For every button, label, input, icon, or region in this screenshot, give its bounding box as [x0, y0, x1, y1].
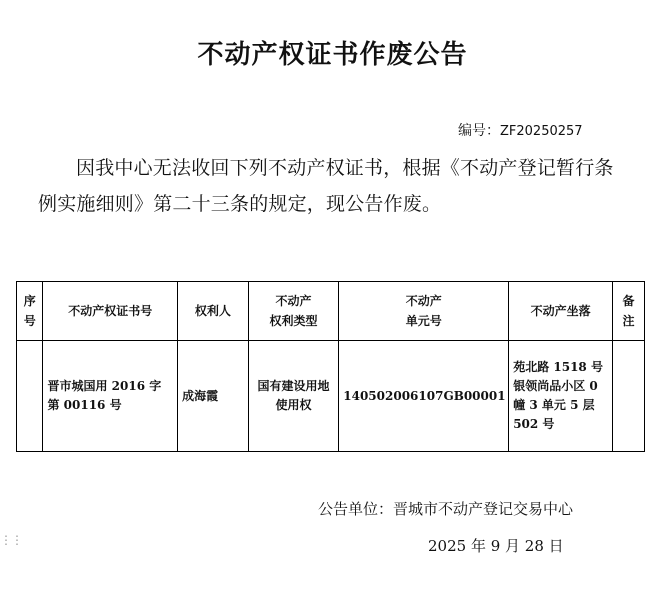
header-holder: 权利人	[178, 282, 249, 341]
header-right-type-line2: 权利类型	[269, 314, 318, 328]
cell-cert-no: 晋市城国用 2016 字第 00116 号	[43, 341, 178, 452]
header-seq: 序号	[17, 282, 43, 341]
header-remark: 备注	[612, 282, 644, 341]
document-number-value: ZF20250257	[500, 124, 583, 139]
issuer-line: 公告单位：晋城市不动产登记交易中心	[318, 500, 574, 518]
cell-unit-no: 140502006107GB00001	[339, 341, 509, 452]
header-right-type	[248, 282, 339, 341]
cell-location: 苑北路 1518 号银领尚品小区 0 幢 3 单元 5 层 502 号	[509, 341, 613, 452]
certificate-table	[16, 281, 645, 452]
document-number-label: 编号：	[458, 123, 500, 139]
cell-right-type: 国有建设用地使用权	[248, 341, 339, 452]
header-location: 不动产坐落	[509, 282, 613, 341]
table-row	[17, 341, 645, 452]
header-unit-no-line1: 不动产	[405, 294, 442, 308]
issue-date: 2025 年 9 月 28 日	[428, 537, 564, 555]
announcement-title: 不动产权证书作废公告	[197, 40, 468, 70]
drag-handle-icon[interactable]: ⋮⋮	[0, 533, 22, 547]
announcement-body: 因我中心无法收回下列不动产权证书，根据《不动产登记暂行条例实施细则》第二十三条的规定，现公告作废。	[38, 157, 614, 215]
header-right-type-line1: 不动产	[275, 294, 312, 308]
table-header-row	[17, 282, 645, 341]
header-cert-no: 不动产权证书号	[43, 282, 178, 341]
header-unit-no	[339, 282, 509, 341]
header-unit-no-line2: 单元号	[405, 314, 442, 328]
cell-remark	[612, 341, 644, 452]
document-number	[458, 120, 583, 140]
cell-seq	[17, 341, 43, 452]
cell-holder: 成海霞	[178, 341, 249, 452]
